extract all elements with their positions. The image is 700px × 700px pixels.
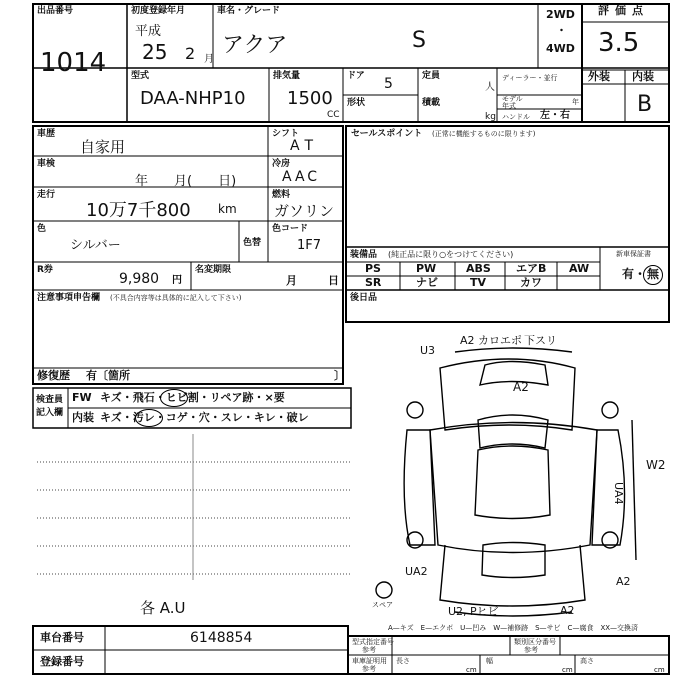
damage-legend: A—キズ E—エクボ U—凹み W—補修跡 S—サビ C—腐食 XX—交換済 xyxy=(388,624,639,632)
doors-label: ドア xyxy=(347,71,365,81)
lot-no-label: 出品番号 xyxy=(37,6,74,16)
doors: 5 xyxy=(384,76,393,92)
drive-2wd: 2WD xyxy=(546,8,575,21)
fw-items: キズ・飛石・ヒビ割・リペア跡・×要 xyxy=(100,391,285,404)
car-left-side xyxy=(404,430,435,545)
interior-head: 内装 xyxy=(72,411,94,424)
chassis: 6148854 xyxy=(190,630,253,646)
model: DAA-NHP10 xyxy=(140,88,246,109)
capacity-label: 定員 xyxy=(422,71,441,81)
repair-close: 〕 xyxy=(334,369,345,382)
inspector-label-2: 記入欄 xyxy=(36,408,64,418)
circle-mark-hiseki xyxy=(160,389,188,407)
height-label: 高さ xyxy=(580,657,594,665)
mark-u2-pcrack: U2, Pヒビ xyxy=(448,605,499,618)
handle-label: ハンドル xyxy=(502,113,530,121)
dealer-label: ディーラー・並行 xyxy=(502,74,558,82)
spare-label: スペア xyxy=(372,601,393,609)
seat-label: 後日品 xyxy=(350,293,378,303)
category-label: 類別区分番号 xyxy=(514,638,556,646)
inspection: 年 月( 日) xyxy=(135,174,237,189)
km-unit: km xyxy=(218,202,237,216)
model-year-label: モデル 年式 xyxy=(502,95,523,110)
type-designation-ref: 参考 xyxy=(362,646,376,654)
length-label: 長さ xyxy=(396,657,410,665)
year-unit: 年 xyxy=(572,98,579,106)
model-label: 型式 xyxy=(131,71,150,81)
eq-sr: SR xyxy=(365,276,382,289)
mark-w2: W2 xyxy=(646,458,666,472)
car-windshield xyxy=(478,415,548,448)
interior-items: キズ・汚レ・コゲ・穴・スレ・キレ・破レ xyxy=(100,411,309,424)
eq-ps: PS xyxy=(365,262,381,275)
name-change-label: 名変期限 xyxy=(195,265,232,275)
kg-unit: kg xyxy=(485,112,496,122)
fw-head: FW xyxy=(72,391,92,404)
color-change-label: 色替 xyxy=(243,238,262,248)
car-rear-window xyxy=(482,543,545,578)
wheel-front-left xyxy=(407,402,423,418)
category-ref: 参考 xyxy=(524,646,538,654)
car-name: アクア xyxy=(222,33,288,58)
color-label: 色 xyxy=(37,224,47,234)
mileage: 10万7千800 xyxy=(86,200,191,221)
score-label: 評価点 xyxy=(598,4,649,17)
ext-label: 外装 xyxy=(588,70,610,83)
notes-sub: (不具合内容等は具体的に記入して下さい) xyxy=(110,294,242,302)
mark-a2-rear: A2 xyxy=(560,604,575,617)
cc-unit: CC xyxy=(327,110,340,120)
ac-label: 冷房 xyxy=(272,159,291,169)
shift: AT xyxy=(290,138,320,154)
eq-abs: ABS xyxy=(466,262,491,275)
lot-no: 1014 xyxy=(40,48,107,78)
repair-label: 修復歴 xyxy=(37,369,70,382)
name-change-day: 日 xyxy=(328,274,339,287)
circle-mark-warranty-no xyxy=(643,265,663,285)
int-score: B xyxy=(637,92,653,117)
car-rear-outline xyxy=(440,545,585,606)
chassis-label: 車台番号 xyxy=(40,631,84,644)
reg-year: 25 xyxy=(142,40,168,64)
eq-airbag: エアB xyxy=(516,262,547,275)
mark-u3: U3 xyxy=(420,344,436,357)
spare-tire xyxy=(376,582,392,598)
first-reg-label: 初度登録年月 xyxy=(131,6,186,16)
recycle: 9,980 xyxy=(119,271,160,287)
warranty-label: 新車保証書 xyxy=(616,250,651,258)
person-unit: 人 xyxy=(485,82,495,93)
fuel-label: 燃料 xyxy=(272,190,291,200)
length-cm: cm xyxy=(466,666,477,674)
notes-label: 注意事項申告欄 xyxy=(37,293,101,303)
warranty-yes: 有・ xyxy=(622,267,647,281)
ac: AAC xyxy=(282,169,321,185)
repair-value: 有〔箇所 xyxy=(86,369,130,382)
circle-mark-yogore xyxy=(135,409,163,427)
shift-label: シフト xyxy=(272,129,300,139)
color-code: 1F7 xyxy=(297,238,322,253)
inspector-label-1: 検査員 xyxy=(36,395,64,405)
wheel-front-right xyxy=(602,402,618,418)
car-body-outline xyxy=(430,423,597,553)
selling-points-sub: (正常に機能するものに限ります) xyxy=(432,130,536,138)
era: 平成 xyxy=(135,24,162,39)
displacement: 1500 xyxy=(287,88,333,109)
mileage-label: 走行 xyxy=(37,190,56,200)
type-designation-label: 型式指定番号 xyxy=(352,638,394,646)
front-bumper xyxy=(455,348,572,352)
usage: 自家用 xyxy=(80,138,126,156)
mark-ua4: UA4 xyxy=(612,482,625,505)
warranty-no: 無 xyxy=(647,267,660,281)
month-unit: 月 xyxy=(204,54,214,65)
score: 3.5 xyxy=(598,28,640,58)
grade: S xyxy=(412,28,426,53)
mark-a2-hood: A2 xyxy=(513,380,529,394)
reg-month: 2 xyxy=(185,44,196,63)
inspection-label: 車検 xyxy=(37,159,56,169)
yen-unit: 円 xyxy=(172,275,182,286)
car-name-label: 車名・グレード xyxy=(217,6,281,16)
load-label: 積載 xyxy=(422,98,441,108)
equipment-sub: (純正品に限り○をつけてください) xyxy=(388,250,514,259)
reg-no-label: 登録番号 xyxy=(40,655,84,668)
handle: 左・右 xyxy=(540,110,570,121)
int-label: 内装 xyxy=(632,70,654,83)
shape-label: 形状 xyxy=(347,98,366,108)
color: シルバー xyxy=(70,238,121,253)
recycle-label: R券 xyxy=(37,265,53,275)
usage-label: 車歴 xyxy=(37,129,56,139)
cert-label: 車庫証明用 xyxy=(352,657,387,665)
mark-a2-front: A2 カロエポ xyxy=(460,334,523,347)
mark-lower-scuff: 下スリ xyxy=(524,334,557,347)
handwritten-note: 各 A.U xyxy=(140,599,186,617)
eq-tv: TV xyxy=(470,276,487,289)
width-label: 幅 xyxy=(486,657,493,665)
height-cm: cm xyxy=(654,666,665,674)
eq-pw: PW xyxy=(416,262,437,275)
drive-4wd: 4WD xyxy=(546,42,575,55)
mark-ua2: UA2 xyxy=(405,565,428,578)
equipment-title: 装備品 xyxy=(350,250,378,260)
right-side-mark xyxy=(632,420,636,560)
name-change-month: 月 xyxy=(286,274,297,287)
mark-a2-right-rear: A2 xyxy=(616,575,631,588)
cert-ref: 参考 xyxy=(362,665,376,673)
width-cm: cm xyxy=(562,666,573,674)
fuel: ガソリン xyxy=(274,202,335,220)
eq-navi: ナビ xyxy=(416,276,438,289)
selling-points-title: セールスポイント xyxy=(351,129,423,139)
car-hood-outline xyxy=(440,359,575,430)
color-code-label: 色コード xyxy=(272,224,309,234)
car-roof xyxy=(475,446,550,519)
drive-dot: ・ xyxy=(556,24,567,37)
eq-aw: AW xyxy=(569,262,590,275)
displacement-label: 排気量 xyxy=(273,71,301,81)
eq-leather: カワ xyxy=(520,276,542,289)
